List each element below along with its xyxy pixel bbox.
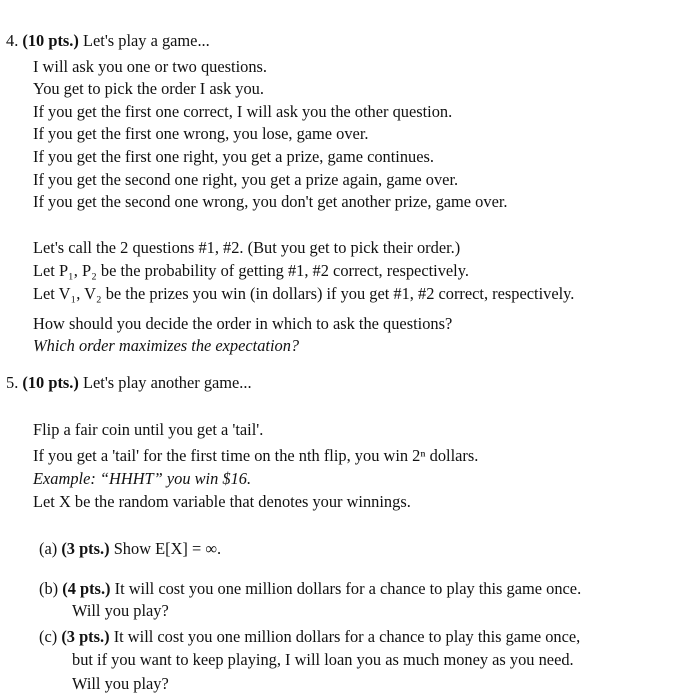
part-a — [39, 539, 221, 559]
points: (10 pts.) — [22, 31, 79, 50]
part-points: (3 pts.) — [61, 627, 110, 646]
problem-title: Let's play another game... — [82, 373, 252, 392]
part-b-cont: Will you play? — [72, 601, 169, 620]
part-c — [39, 627, 580, 647]
part-label: (b) — [39, 579, 59, 598]
variable-line: Let X be the random variable that denotes your winnings. — [33, 492, 411, 511]
points: (10 pts.) — [22, 373, 79, 392]
rule-line: If you get the second one right, you get a prize again, game over. — [33, 170, 459, 189]
problem-5-header — [6, 373, 252, 393]
part-points: (3 pts.) — [61, 539, 110, 558]
question-line: How should you decide the order in which to ask the questions? — [33, 314, 453, 333]
problem-number: 4. — [6, 31, 19, 50]
setup-line: Let P₁, P₂ be the probability of getting #1, #2 correct, respectively. — [33, 261, 469, 280]
example-line: Example: “HHHT” you win $16. — [33, 469, 252, 488]
rule-line: If you get the first one right, you get a prize, game continues. — [33, 147, 434, 166]
part-text: It will cost you one million dollars for a chance to play this game once, — [113, 627, 581, 646]
part-c-cont: but if you want to keep playing, I will loan you as much money as you need. — [72, 650, 574, 669]
body-line: If you get a 'tail' for the first time on the nth flip, you win 2ⁿ dollars. — [33, 446, 479, 465]
setup-line: Let's call the 2 questions #1, #2. (But you get to pick their order.) — [33, 238, 461, 257]
rule-line: If you get the second one wrong, you don't get another prize, game over. — [33, 192, 508, 211]
rule-line: If you get the first one wrong, you lose, game over. — [33, 124, 369, 143]
part-text: It will cost you one million dollars for a chance to play this game once. — [114, 579, 582, 598]
part-b — [39, 579, 581, 599]
part-c-cont: Will you play? — [72, 674, 169, 693]
problem-title: Let's play a game... — [82, 31, 210, 50]
part-label: (c) — [39, 627, 58, 646]
part-text: Show E[X] = ∞. — [113, 539, 222, 558]
problem-4-header — [6, 31, 210, 51]
setup-line: Let V₁, V₂ be the prizes you win (in dollars) if you get #1, #2 correct, respectively. — [33, 284, 575, 303]
part-points: (4 pts.) — [62, 579, 111, 598]
problem-number: 5. — [6, 373, 19, 392]
body-line: Flip a fair coin until you get a 'tail'. — [33, 420, 264, 439]
part-label: (a) — [39, 539, 58, 558]
question-italic-line: Which order maximizes the expectation? — [33, 336, 300, 355]
rule-line: If you get the first one correct, I will ask you the other question. — [33, 102, 453, 121]
rule-line: I will ask you one or two questions. — [33, 57, 267, 76]
rule-line: You get to pick the order I ask you. — [33, 79, 264, 98]
